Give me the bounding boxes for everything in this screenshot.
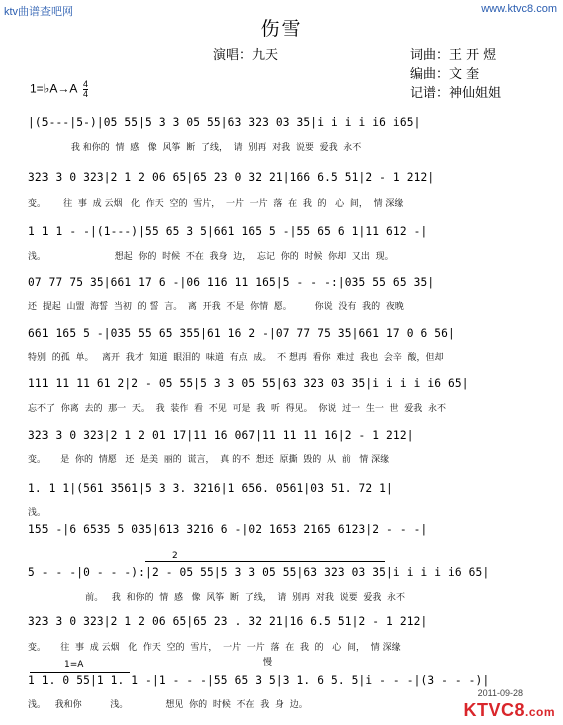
notation-row-9: 155 -|6 6535 5 035|613 3216 6 -|02 1653 2165 6123|2 - - -| — [28, 523, 428, 536]
lyricist-credit: 词曲：王 开 煜 — [410, 48, 497, 63]
time-bottom: 4 — [83, 89, 89, 99]
logo-brand: KTVC8 — [463, 700, 525, 720]
notation-row-12: 1 1. 0 55|1 1. 1 -|1 - - -|55 65 3 5|3 1. 6 5. 5|i - - -|(3 - - -)| — [28, 674, 490, 687]
notation-row-6: 111 11 11 61 2|2 - 05 55|5 3 3 05 55|63 323 03 35|i i i i i6 65| — [28, 377, 469, 390]
notation-row-11: 323 3 0 323|2 1 2 06 65|65 23 . 32 21|16 6.5 51|2 - 1 212| — [28, 615, 428, 628]
lyrics-row-12: 浅。 我和你 浅。 想见 你的 时候 不在 我 身 边。 — [28, 700, 308, 710]
notation-row-1: |(5---|5-)|05 55|5 3 3 05 55|63 323 03 35|i i i i i6 i65| — [28, 116, 421, 129]
notation-row-10: 5 - - -|0 - - -):|2 - 05 55|5 3 3 05 55|63 323 03 35|i i i i i6 65| — [28, 566, 490, 579]
tempo-word: 慢 — [263, 658, 273, 668]
lyrics-row-1: 我 和你的 情 感 像 风筝 断 了线， 请 别再 对我 说要 爱我 永不 — [28, 143, 362, 153]
song-title: 伤雪 — [260, 18, 303, 40]
lyrics-row-8: 浅。 — [28, 508, 47, 518]
key-signature — [30, 80, 88, 99]
notation-row-2: 323 3 0 323|2 1 2 06 65|65 23 0 32 21|166 6.5 51|2 - 1 212| — [28, 171, 435, 184]
transcriber-credit: 记谱：神仙姐姐 — [410, 86, 502, 101]
transcription-date: 2011-09-28 — [477, 688, 523, 698]
singer-credit: 演唱：九天 — [213, 48, 279, 63]
ending-mark: 2 — [172, 551, 178, 561]
time-signature — [83, 80, 88, 99]
logo-suffix: .com — [524, 705, 555, 719]
lyrics-row-3: 浅。 想起 你的 时候 不在 我身 边， 忘记 你的 时候 你却 又出 现。 — [28, 252, 394, 262]
ending-bracket — [145, 561, 385, 562]
lyrics-row-10: 前。 我 和你的 情 感 像 风筝 断 了线， 请 别再 对我 说要 爱我 永不 — [28, 593, 406, 603]
tie-arc — [30, 672, 130, 673]
lyrics-row-4: 还 提起 山盟 海誓 当初 的 誓 言。 离 开我 不是 你情 愿。 你说 没有 我的 夜晚 — [28, 302, 404, 312]
site-logo — [463, 700, 555, 721]
lyrics-row-11: 变。 往 事 成 云烟 化 作天 空的 雪片， 一片 一片 落 在 我 的 心 间， 情 深缘 — [28, 643, 401, 653]
notation-row-5: 661 165 5 -|035 55 65 355|61 16 2 -|07 77 75 35|661 17 0 6 56| — [28, 327, 455, 340]
watermark-left: ktv曲谱查吧网 — [4, 6, 74, 18]
lyrics-row-5: 特别 的孤 单。 离开 我才 知道 眼泪的 味道 有点 成。 不 想再 看你 难过 我也 会辛 酸，但却 — [28, 353, 444, 363]
key-text: 1=♭A→A — [30, 81, 77, 96]
time-top: 4 — [83, 79, 89, 89]
arranger-credit: 编曲：文 奎 — [410, 67, 480, 82]
lyrics-row-7: 变。 是 你的 情愿 还 是美 丽的 谎言， 真 的不 想还 原撕 毁的 从 前 情 深缘 — [28, 455, 390, 465]
notation-row-7: 323 3 0 323|2 1 2 01 17|11 16 067|11 11 11 16|2 - 1 212| — [28, 429, 414, 442]
watermark-right: www.ktvc8.com — [481, 3, 557, 15]
lyrics-row-6: 忘不了 你离 去的 那一 天。 我 装作 看 不见 可是 我 听 得见。 你说 过一 生一 世 爱我 永不 — [28, 404, 446, 414]
notation-row-8: 1. 1 1|(561 3561|5 3 3. 3216|1 656. 0561|03 51. 72 1| — [28, 482, 393, 495]
lyrics-row-2: 变。 往 事 成 云烟 化 作天 空的 雪片， 一片 一片 落 在 我 的 心 间， 情 深缘 — [28, 199, 404, 209]
key-change-label: 1=A — [64, 660, 84, 670]
notation-row-3: 1 1 1 - -|(1---)|55 65 3 5|661 165 5 -|55 65 6 1|11 612 -| — [28, 225, 428, 238]
notation-row-4: 07 77 75 35|661 17 6 -|06 116 11 165|5 - - -:|035 55 65 35| — [28, 276, 435, 289]
